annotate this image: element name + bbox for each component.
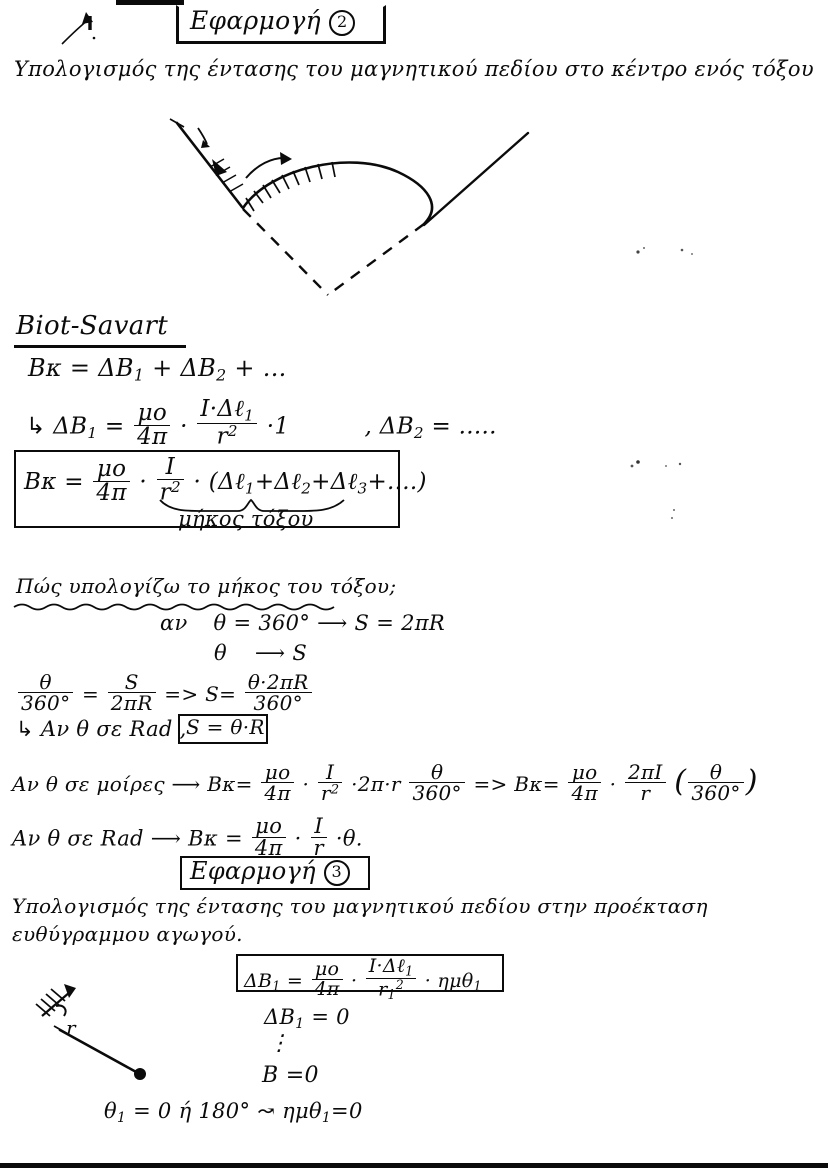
idl-over-r2-fraction (197, 398, 257, 449)
section2-title-label: Εφαρμογή (190, 857, 316, 885)
deg-4pi-den: 4π (264, 781, 291, 805)
element-eq: = (104, 413, 125, 440)
theta2piR-over-360-fraction (245, 672, 312, 713)
s-num: S (108, 672, 156, 693)
prop1-s-eq: = (376, 611, 395, 635)
element-lhs: ΔΒ (53, 413, 88, 440)
deg-i-num: Ι (318, 762, 343, 783)
rad-prefix: Αν θ σε Rad (12, 826, 144, 851)
total-i-num: Ι (157, 456, 184, 480)
solve-imply: => (164, 682, 199, 706)
cond-or: ή (178, 1099, 192, 1123)
section2-title (190, 859, 350, 886)
element-lhs-sub: 1 (87, 423, 98, 442)
db1-r-sub: 1 (387, 986, 396, 1002)
total-mu0-over-4pi (93, 455, 129, 506)
db1-r-text: r (378, 978, 388, 1001)
element-tail: 1 (274, 413, 290, 440)
total-paren-open: ( (208, 469, 219, 496)
sum-term1: ΔΒ (98, 354, 134, 382)
total-p2: + (311, 469, 331, 496)
biot-savart-element-line (26, 398, 497, 449)
total-paren-close: ) (417, 469, 427, 496)
twopiR-den: 2πR (110, 691, 153, 715)
biot-savart-heading: Biot-Savart (16, 311, 168, 341)
element-dot1: · (180, 413, 188, 440)
rad-note-text: Αν θ σε Rad , (40, 717, 187, 741)
db1-lhs-sub: 1 (272, 978, 281, 994)
total-r-exp: 2 (170, 478, 181, 496)
sum-term1-sub: 1 (133, 365, 145, 385)
prop1-eq: = (233, 611, 252, 635)
db1-mu0-num: μο (312, 960, 343, 980)
deg-mu0-over-4pi-2 (568, 762, 600, 803)
element2-eq: = ..... (431, 413, 497, 440)
rad-i-over-r (311, 816, 327, 859)
db1-idl-num (366, 957, 417, 979)
arc-length-solve-line (16, 672, 314, 713)
total-dots: .... (387, 469, 418, 496)
rad-theta: θ. (342, 826, 363, 851)
rad-lhs: Βκ (188, 826, 218, 851)
vertical-dots: ⋮ (268, 1031, 291, 1056)
deg-360-den: 360° (412, 781, 462, 805)
arc-conductor-diagram (150, 110, 650, 310)
deg-rhs-eq: = (542, 772, 560, 796)
sum-plus1: + (152, 354, 173, 382)
result-degrees-line (12, 762, 758, 803)
total-b-lhs: Βκ (24, 469, 57, 496)
deg-prefix: Αν θ σε μοίρες (12, 772, 165, 796)
total-mu0-num: μο (93, 458, 129, 482)
section1-statement: Υπολογισμός της έντασης του μαγνητικού πεδίου στο κέντρο ενός τόξου (14, 57, 814, 81)
deg-dot2: · (351, 772, 358, 796)
db1-mu0-over-4pi (312, 960, 343, 999)
db1-idl-text: Ι·Δℓ (368, 955, 406, 977)
cond-arrow: ↝ (257, 1099, 276, 1123)
rad-dot1: · (294, 826, 302, 851)
element2-lhs: ΔΒ (379, 413, 414, 440)
prop1-arrow: ⟶ (317, 611, 348, 635)
deg360-den-2: 360° (253, 691, 303, 715)
deg-i-over-r2 (318, 762, 343, 803)
total-r-text: r (159, 479, 171, 506)
total-p3: + (367, 469, 388, 496)
deg-imply: => (473, 772, 508, 796)
total-dot1: · (139, 469, 148, 496)
prop1-s: S (354, 611, 370, 635)
prop1-theta: θ (213, 611, 227, 635)
section2-statement-line2: ευθύγραμμου αγωγού. (12, 922, 243, 946)
deg-dot1: · (302, 772, 310, 796)
deg-rhs-lhs: Βκ (514, 772, 543, 796)
hook-arrow-icon: ↳ (26, 413, 46, 440)
section1-title-label: Εφαρμογή (190, 6, 321, 35)
db1-4pi-den: 4π (314, 978, 340, 1001)
total-dl3-sub: 3 (357, 479, 368, 498)
proportion-line-2 (214, 642, 307, 664)
db1-eq: = (286, 969, 304, 992)
rad-dot2: · (335, 826, 343, 851)
proportion-line-1 (160, 612, 445, 634)
deg-theta-num-2: θ (688, 762, 743, 783)
scan-artifact-top (116, 0, 184, 5)
deg-2piI-over-r (625, 762, 666, 803)
total-dl1: Δℓ (218, 469, 245, 496)
deg-mu0-over-4pi (261, 762, 293, 803)
db1-sin-sub: 1 (473, 978, 482, 994)
total-b-eq: = (64, 469, 84, 496)
cond-eq: = 0 (133, 1099, 172, 1123)
diagram2-radius-label: r (66, 1016, 76, 1040)
db1zero-eq: = 0 (311, 1005, 350, 1029)
4pi-denominator: 4π (137, 424, 168, 451)
rad-mu0-num: μο (252, 816, 286, 838)
deg-eq: = (235, 772, 253, 796)
total-dot2: · (193, 469, 202, 496)
total-4pi-den: 4π (96, 479, 127, 506)
deg-theta-num: θ (409, 762, 464, 783)
mu0-over-4pi-fraction (134, 402, 170, 449)
rad-i-num: Ι (311, 816, 327, 838)
deg-4pi-den-2: 4π (571, 781, 598, 805)
total-p1: + (254, 469, 275, 496)
deg-theta-over-360 (409, 762, 464, 803)
deg-r-exp: 2 (330, 782, 340, 798)
cond-sin-sub: 1 (321, 1109, 332, 1126)
solve-s: S (205, 682, 220, 706)
deg-r-den: r (640, 781, 651, 805)
solve-eq1: = (82, 682, 100, 706)
deg-paren-open: ( (674, 764, 687, 799)
hook-arrow-icon-2: ↳ (16, 717, 34, 741)
db1-idl-sub: 1 (405, 963, 414, 979)
db1-dot1: · (351, 969, 358, 992)
prop1-s-val: 2πR (401, 611, 445, 635)
total-dl3: Δℓ (330, 469, 358, 496)
total-dl2-sub: 2 (301, 479, 312, 498)
theta-condition-line (104, 1100, 363, 1125)
db1-sin: ημθ (437, 969, 474, 992)
theta-num: θ (18, 672, 73, 693)
total-dl2: Δℓ (274, 469, 302, 496)
cond-theta-sub: 1 (116, 1109, 127, 1126)
deg-mu0-num: μο (261, 762, 293, 783)
scan-speckles (620, 240, 810, 480)
scan-speckles-2 (620, 450, 810, 530)
solve-eq2: = (219, 682, 237, 706)
theta-over-360-fraction (18, 672, 73, 713)
r-exp: 2 (227, 422, 238, 441)
deg360-den: 360° (21, 691, 71, 715)
element2-sub: 2 (413, 423, 424, 442)
total-dl1-sub: 1 (244, 479, 255, 498)
db1-lhs: ΔΒ (244, 969, 273, 992)
prop2-arrow: ⟶ (254, 641, 286, 665)
deg-r2-den (318, 783, 343, 803)
cond-theta: θ (104, 1099, 117, 1123)
b-zero-line: Β =0 (262, 1063, 319, 1088)
cond-sin: ημθ (282, 1099, 322, 1123)
cond-deg: 180° (198, 1099, 251, 1123)
deg-r-text: r (320, 781, 331, 805)
sum-dots: ... (262, 354, 287, 382)
deg-360-den-2: 360° (691, 781, 741, 805)
rad-eq: = (224, 826, 243, 851)
biot-savart-underline (14, 345, 186, 348)
db1-dot2: · (424, 969, 432, 992)
prop2-theta: θ (214, 641, 227, 665)
mu0-numerator: μο (134, 402, 170, 426)
s-theta-r-formula: S = θ·R (186, 715, 265, 739)
ink-smudge-arrow (60, 10, 120, 50)
deg-arrow: ⟶ (171, 772, 201, 796)
section2-title-number: 3 (324, 860, 350, 886)
deg-2piI-num: 2πΙ (625, 762, 666, 783)
theta2piR-num: θ·2πR (245, 672, 312, 693)
deg-mu0-num-2: μο (568, 762, 600, 783)
straight-conductor-extension-diagram (20, 968, 180, 1078)
delta-b1-formula (244, 957, 482, 1001)
section1-title (190, 8, 355, 36)
db1-idl-over-r2 (366, 957, 417, 1001)
rad-4pi-den: 4π (254, 836, 283, 860)
rad-note-line (16, 718, 187, 740)
prop2-s: S (292, 641, 307, 665)
element-dot2: · (266, 413, 275, 440)
db1-r-exp: 2 (395, 977, 405, 993)
rad-mu0-over-4pi (252, 816, 286, 859)
arc-length-question: Πώς υπολογίζω το μήκος του τόξου; (16, 574, 397, 598)
db1zero-lhs: ΔΒ (264, 1005, 296, 1029)
sum-term2-sub: 2 (216, 365, 227, 385)
prop1-prefix: αν (160, 611, 188, 635)
result-radians-line (12, 816, 363, 859)
cond-res: =0 (331, 1099, 363, 1123)
rad-r-den: r (313, 836, 324, 860)
arc-length-brace-label: μήκος τόξου (178, 507, 314, 531)
idl-sub: 1 (244, 406, 255, 425)
sum-eq: = (69, 354, 91, 382)
r-text: r (216, 424, 228, 451)
section2-statement-line1: Υπολογισμός της έντασης του μαγνητικού πεδίου στην προέκταση (12, 894, 708, 918)
sum-lhs: Βκ (28, 354, 62, 382)
element-comma: , (364, 413, 373, 440)
sum-plus2: + (234, 354, 255, 382)
section1-title-number: 2 (329, 10, 355, 36)
biot-savart-sum-line (28, 356, 287, 384)
r2-denominator (197, 424, 257, 449)
deg-lhs: Βκ (207, 772, 236, 796)
sum-term2: ΔΒ (180, 354, 217, 382)
db1-r2-den (366, 979, 417, 1001)
delta-b1-zero-line (264, 1006, 350, 1031)
scan-artifact-bottom (0, 1163, 828, 1168)
idl-numerator (197, 398, 257, 424)
deg-paren-close: ) (745, 764, 758, 799)
idl-text: Ι·Δℓ (200, 396, 245, 422)
prop1-deg: 360° (258, 611, 311, 635)
rad-arrow: ⟶ (150, 826, 182, 851)
s-over-2piR-fraction (108, 672, 156, 713)
db1zero-sub: 1 (295, 1015, 305, 1032)
deg-theta-over-360-2 (688, 762, 743, 803)
deg-mid: 2π·r (357, 772, 401, 796)
deg-dot3: · (609, 772, 617, 796)
